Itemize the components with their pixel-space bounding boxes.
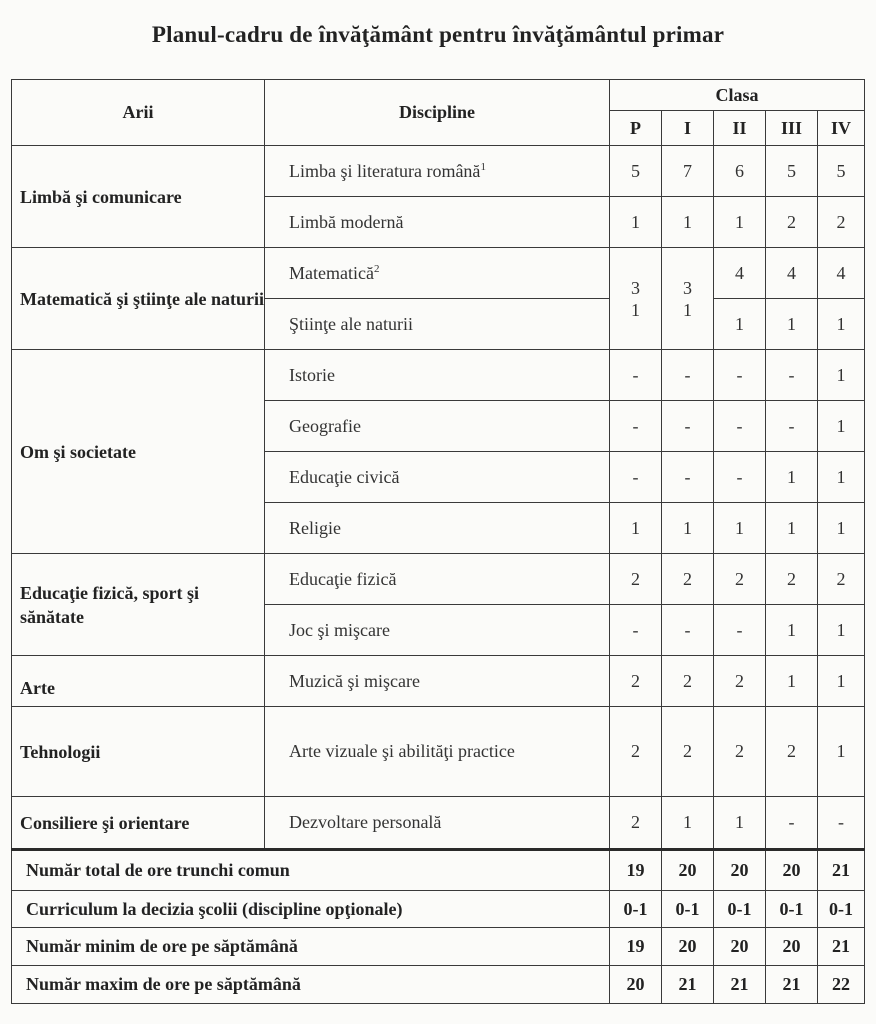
- value-cell: 2: [766, 707, 818, 797]
- value-cell: 5: [766, 146, 818, 197]
- table-row: [12, 146, 865, 197]
- value-cell: 2: [714, 656, 766, 707]
- value-cell: 2: [818, 554, 865, 605]
- total-value: 20: [662, 928, 714, 966]
- discipline-name: Muzică şi mişcare: [265, 656, 610, 707]
- curriculum-table: [11, 79, 865, 1004]
- value-cell: 1: [610, 503, 662, 554]
- table-row: [12, 248, 865, 299]
- value-cell: 1: [818, 707, 865, 797]
- total-value: 0-1: [610, 891, 662, 928]
- value-cell: 2: [714, 707, 766, 797]
- value-cell: 2: [610, 797, 662, 850]
- table-row: [12, 707, 865, 797]
- area-limba: Limbă şi comunicare: [12, 146, 265, 248]
- total-value: 21: [714, 966, 766, 1004]
- total-value: 20: [662, 850, 714, 891]
- discipline-name: Educaţie civică: [265, 452, 610, 503]
- value-cell: 1: [818, 401, 865, 452]
- value-cell: 1: [662, 797, 714, 850]
- total-value: 0-1: [818, 891, 865, 928]
- page-title: Planul-cadru de învăţământ pentru învăţământul primar: [151, 22, 725, 47]
- value-cell: -: [714, 605, 766, 656]
- total-value: 0-1: [662, 891, 714, 928]
- value-cell: 1: [818, 452, 865, 503]
- discipline-name: Dezvoltare personală: [265, 797, 610, 850]
- value-cell: -: [662, 350, 714, 401]
- value-cell: 4: [766, 248, 818, 299]
- value-cell: 1: [766, 503, 818, 554]
- total-value: 20: [610, 966, 662, 1004]
- discipline-name: Matematică$^2$: [265, 248, 610, 299]
- value-cell: -: [662, 401, 714, 452]
- area-tehnologii: Tehnologii: [12, 707, 265, 797]
- arii-header: Arii: [12, 80, 265, 146]
- total-value: 19: [610, 928, 662, 966]
- discipline-name: Religie: [265, 503, 610, 554]
- total-value: 0-1: [714, 891, 766, 928]
- value-cell: 2: [662, 656, 714, 707]
- value-cell: -: [610, 605, 662, 656]
- total-value: 20: [766, 850, 818, 891]
- value-cell: 2: [766, 554, 818, 605]
- value-cell: 2: [610, 707, 662, 797]
- table-row: [12, 554, 865, 605]
- class-header-p: P: [610, 111, 662, 146]
- value-cell: 4: [818, 248, 865, 299]
- value-cell: -: [610, 452, 662, 503]
- value-cell: 2: [766, 197, 818, 248]
- total-label: Număr minim de ore pe săptămână: [12, 928, 610, 966]
- discipline-name: Ştiinţe ale naturii: [265, 299, 610, 350]
- value-cell: 1: [662, 503, 714, 554]
- total-label: Curriculum la decizia şcolii (discipline opţionale): [12, 891, 610, 928]
- value-cell: 4: [714, 248, 766, 299]
- clasa-header: Clasa: [610, 80, 865, 111]
- value-cell: -: [610, 350, 662, 401]
- discipline-name: Limbă modernă: [265, 197, 610, 248]
- discipline-name: Arte vizuale şi abilităţi practice: [265, 707, 610, 797]
- total-value: 20: [714, 928, 766, 966]
- area-om: Om şi societate: [12, 350, 265, 554]
- value-cell: 1: [818, 503, 865, 554]
- value-cell: 1: [766, 656, 818, 707]
- discipline-header: Discipline: [265, 80, 610, 146]
- value-cell: -: [714, 350, 766, 401]
- total-value: 20: [766, 928, 818, 966]
- value-cell: 2: [818, 197, 865, 248]
- discipline-name: Joc şi mişcare: [265, 605, 610, 656]
- value-cell: 1: [818, 299, 865, 350]
- total-row: [12, 928, 865, 966]
- value-cell: 1: [714, 797, 766, 850]
- total-value: 22: [818, 966, 865, 1004]
- value-cell: 1: [714, 197, 766, 248]
- combined-value-cell: 3 1: [662, 248, 714, 350]
- class-header-ii: II: [714, 111, 766, 146]
- total-value: 19: [610, 850, 662, 891]
- value-cell: 2: [610, 554, 662, 605]
- total-row: [12, 850, 865, 891]
- table-row: [12, 797, 865, 850]
- discipline-name: Educaţie fizică: [265, 554, 610, 605]
- value-cell: -: [766, 350, 818, 401]
- area-matematica: Matematică şi ştiinţe ale naturii: [12, 248, 265, 350]
- value-cell: -: [714, 401, 766, 452]
- value-cell: 6: [714, 146, 766, 197]
- total-value: 21: [662, 966, 714, 1004]
- combined-value-cell: 3 1: [610, 248, 662, 350]
- value-cell: 1: [714, 299, 766, 350]
- value-cell: 2: [714, 554, 766, 605]
- total-value: 0-1: [766, 891, 818, 928]
- total-row: [12, 966, 865, 1004]
- total-label: Număr total de ore trunchi comun: [12, 850, 610, 891]
- total-value: 20: [714, 850, 766, 891]
- value-cell: 5: [610, 146, 662, 197]
- total-value: 21: [766, 966, 818, 1004]
- discipline-name: Geografie: [265, 401, 610, 452]
- total-value: 21: [818, 850, 865, 891]
- value-cell: 5: [818, 146, 865, 197]
- value-cell: 1: [766, 452, 818, 503]
- value-cell: -: [662, 605, 714, 656]
- value-cell: 1: [766, 299, 818, 350]
- value-cell: 2: [610, 656, 662, 707]
- total-row: [12, 891, 865, 928]
- area-consiliere: Consiliere şi orientare: [12, 797, 265, 850]
- value-cell: 1: [662, 197, 714, 248]
- discipline-name: Limba şi literatura română$^1$: [265, 146, 610, 197]
- value-cell: 7: [662, 146, 714, 197]
- value-cell: 2: [662, 707, 714, 797]
- class-header-i: I: [662, 111, 714, 146]
- total-label: Număr maxim de ore pe săptămână: [12, 966, 610, 1004]
- value-cell: 1: [818, 656, 865, 707]
- value-cell: 1: [610, 197, 662, 248]
- table-row: [12, 656, 865, 707]
- value-cell: -: [662, 452, 714, 503]
- value-cell: 1: [818, 605, 865, 656]
- discipline-name: Istorie: [265, 350, 610, 401]
- value-cell: -: [610, 401, 662, 452]
- class-header-iv: IV: [818, 111, 865, 146]
- area-arte: Arte: [12, 656, 265, 707]
- class-header-iii: III: [766, 111, 818, 146]
- value-cell: 1: [714, 503, 766, 554]
- value-cell: 1: [818, 350, 865, 401]
- value-cell: -: [766, 401, 818, 452]
- table-row: [12, 350, 865, 401]
- value-cell: -: [818, 797, 865, 850]
- value-cell: -: [714, 452, 766, 503]
- area-educatie: Educaţie fizică, sport şi sănătate: [12, 554, 265, 656]
- value-cell: 2: [662, 554, 714, 605]
- value-cell: -: [766, 797, 818, 850]
- total-value: 21: [818, 928, 865, 966]
- value-cell: 1: [766, 605, 818, 656]
- header-row: [12, 80, 865, 111]
